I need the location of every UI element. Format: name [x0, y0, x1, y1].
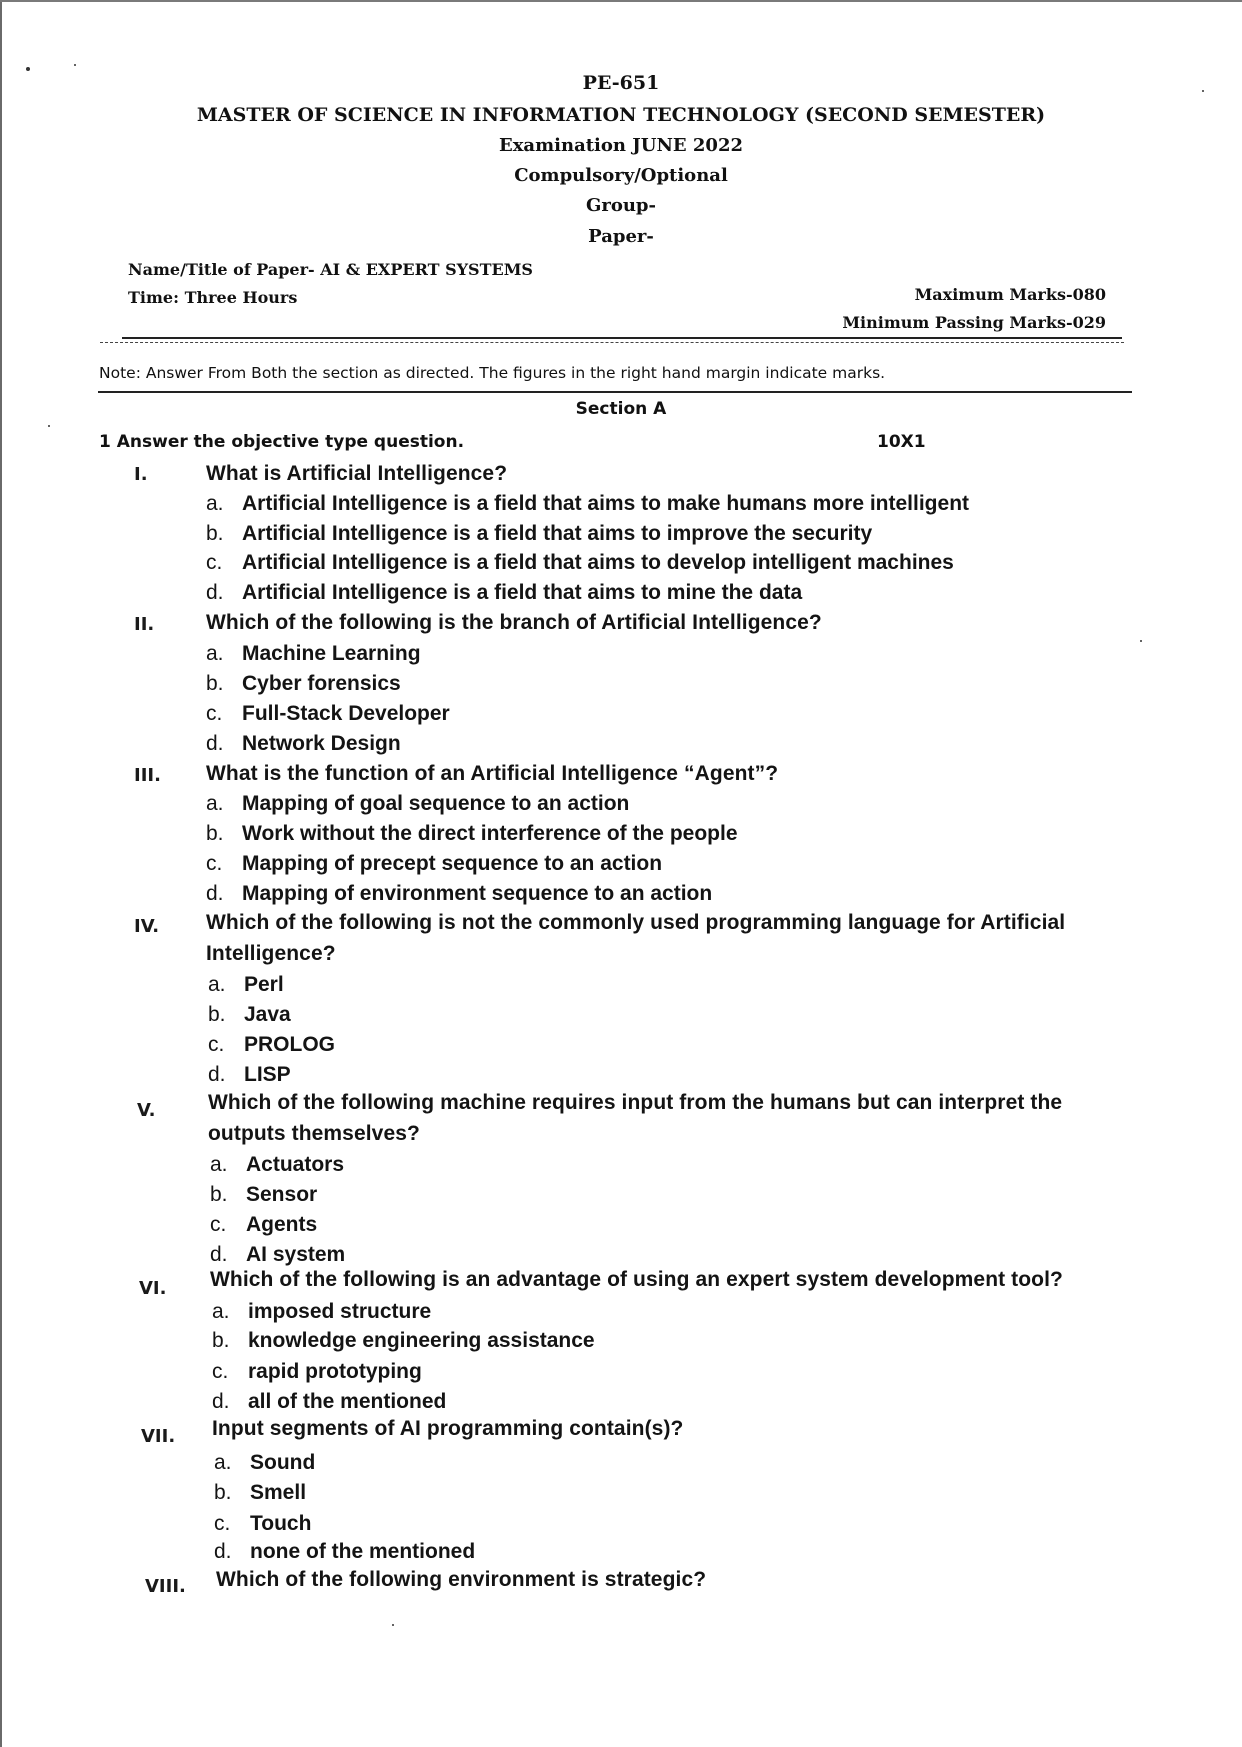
option-item [206, 882, 712, 906]
option-letter: d. [210, 1243, 228, 1266]
option-letter: c. [206, 702, 223, 725]
question-number: II. [134, 614, 155, 635]
option-text: imposed structure [248, 1300, 432, 1323]
option-item [206, 642, 421, 666]
option-text: Machine Learning [242, 642, 421, 665]
question-number: IV. [134, 916, 160, 937]
option-item [206, 492, 969, 516]
option-letter: c. [206, 551, 223, 574]
option-letter: a. [206, 642, 224, 665]
option-letter: a. [214, 1451, 232, 1474]
option-text: none of the mentioned [250, 1540, 476, 1563]
option-letter: d. [208, 1063, 226, 1086]
option-letter: b. [208, 1003, 226, 1026]
option-text: Java [244, 1003, 291, 1026]
option-text: Network Design [242, 732, 401, 755]
question-number: VI. [139, 1278, 167, 1299]
header-dashed-rule [100, 342, 1124, 343]
option-item [214, 1451, 315, 1475]
option-text: Artificial Intelligence is a field that aims to improve the security [242, 522, 873, 545]
option-item [212, 1390, 446, 1414]
exam-session: Examination JUNE 2022 [498, 135, 743, 156]
section-title: Section A [575, 399, 667, 419]
option-letter: c. [206, 852, 223, 875]
option-letter: a. [210, 1153, 228, 1176]
option-letter: c. [214, 1512, 231, 1535]
time-allowed: Time: Three Hours [128, 288, 298, 307]
option-item [214, 1540, 475, 1564]
option-letter: b. [206, 822, 224, 845]
scan-speck [1140, 640, 1142, 642]
option-item [210, 1243, 345, 1267]
option-text: Agents [246, 1213, 318, 1236]
paper-name: Name/Title of Paper- AI & EXPERT SYSTEMS [128, 260, 533, 279]
option-item [206, 551, 954, 575]
option-letter: c. [210, 1213, 227, 1236]
scan-speck [74, 64, 76, 66]
option-letter: d. [206, 581, 224, 604]
question-text: What is the function of an Artificial Intelligence “Agent”? [206, 762, 779, 785]
option-letter: d. [214, 1540, 232, 1563]
option-item [214, 1481, 306, 1505]
question-text: Which of the following machine requires input from the humans but can interpret the [208, 1091, 1063, 1114]
question-text: Which of the following is an advantage of using an expert system development tool? [210, 1268, 1063, 1291]
option-item [206, 852, 662, 876]
scan-edge-top [0, 0, 1242, 2]
option-text: Artificial Intelligence is a field that aims to mine the data [242, 581, 803, 604]
option-letter: c. [208, 1033, 225, 1056]
scan-speck [48, 425, 50, 427]
option-item [208, 1003, 291, 1027]
scan-edge-left [0, 0, 2, 1747]
marks-allocation: 10X1 [877, 432, 926, 452]
option-item [210, 1153, 344, 1177]
option-item [212, 1360, 422, 1384]
option-item [212, 1329, 595, 1353]
question-instruction: 1 Answer the objective type question. [99, 432, 465, 452]
group-label: Group- [585, 195, 656, 216]
option-text: AI system [246, 1243, 346, 1266]
option-item [212, 1300, 431, 1324]
option-item [208, 1063, 291, 1087]
scan-speck [26, 67, 30, 71]
option-item [206, 672, 401, 696]
option-item [206, 732, 401, 756]
option-letter: b. [214, 1481, 232, 1504]
option-text: Mapping of precept sequence to an action [242, 852, 663, 875]
option-text: rapid prototyping [248, 1360, 422, 1383]
option-item [210, 1183, 317, 1207]
option-item [214, 1512, 311, 1536]
paper-type: Compulsory/Optional [514, 165, 728, 186]
option-letter: a. [206, 792, 224, 815]
question-number: V. [137, 1100, 156, 1121]
question-number: III. [134, 765, 161, 786]
option-letter: b. [212, 1329, 230, 1352]
option-item [206, 522, 872, 546]
option-letter: c. [212, 1360, 229, 1383]
option-letter: b. [206, 672, 224, 695]
option-text: PROLOG [244, 1033, 336, 1056]
option-text: Cyber forensics [242, 672, 401, 695]
option-item [206, 792, 629, 816]
option-item [206, 581, 802, 605]
header-rule [122, 337, 1122, 339]
paper-label: Paper- [588, 226, 654, 247]
question-number: VII. [141, 1426, 176, 1447]
option-item [206, 702, 450, 726]
option-letter: d. [206, 732, 224, 755]
option-text: Artificial Intelligence is a field that aims to develop intelligent machines [242, 551, 954, 574]
question-text: Input segments of AI programming contain(s)? [212, 1417, 684, 1440]
option-text: Touch [250, 1512, 312, 1535]
maximum-marks: Maximum Marks-080 [914, 285, 1106, 304]
option-text: Sound [250, 1451, 316, 1474]
option-letter: b. [210, 1183, 228, 1206]
option-letter: d. [206, 882, 224, 905]
question-number: I. [134, 464, 148, 485]
exam-note: Note: Answer From Both the section as directed. The figures in the right hand margin indicate marks. [99, 364, 886, 382]
question-text: Which of the following environment is strategic? [216, 1568, 707, 1591]
option-text: Artificial Intelligence is a field that aims to make humans more intelligent [242, 492, 970, 515]
question-text: What is Artificial Intelligence? [206, 462, 508, 485]
option-text: Perl [244, 973, 284, 996]
minimum-passing-marks: Minimum Passing Marks-029 [842, 313, 1106, 332]
option-letter: a. [212, 1300, 230, 1323]
option-text: Full-Stack Developer [242, 702, 450, 725]
option-item [206, 822, 738, 846]
option-text: knowledge engineering assistance [248, 1329, 595, 1352]
option-text: Work without the direct interference of the people [242, 822, 738, 845]
degree-title: MASTER OF SCIENCE IN INFORMATION TECHNOLOGY (SECOND SEMESTER) [196, 104, 1046, 126]
scan-speck [392, 1624, 394, 1626]
option-letter: d. [212, 1390, 230, 1413]
question-text: Which of the following is not the commonly used programming language for Artificial [206, 911, 1066, 934]
option-text: LISP [244, 1063, 291, 1086]
option-letter: a. [206, 492, 224, 515]
note-rule [98, 391, 1132, 393]
option-item [210, 1213, 317, 1237]
option-text: Mapping of environment sequence to an action [242, 882, 713, 905]
option-letter: a. [208, 973, 226, 996]
option-text: all of the mentioned [248, 1390, 447, 1413]
question-number: VIII. [145, 1576, 186, 1597]
option-text: Sensor [246, 1183, 318, 1206]
option-text: Mapping of goal sequence to an action [242, 792, 630, 815]
option-text: Actuators [246, 1153, 345, 1176]
option-item [208, 973, 284, 997]
paper-code: PE-651 [582, 72, 660, 94]
question-text-continued: Intelligence? [206, 942, 336, 965]
option-letter: b. [206, 522, 224, 545]
question-text: Which of the following is the branch of Artificial Intelligence? [206, 611, 822, 634]
question-text-continued: outputs themselves? [208, 1122, 420, 1145]
option-item [208, 1033, 335, 1057]
option-text: Smell [250, 1481, 307, 1504]
